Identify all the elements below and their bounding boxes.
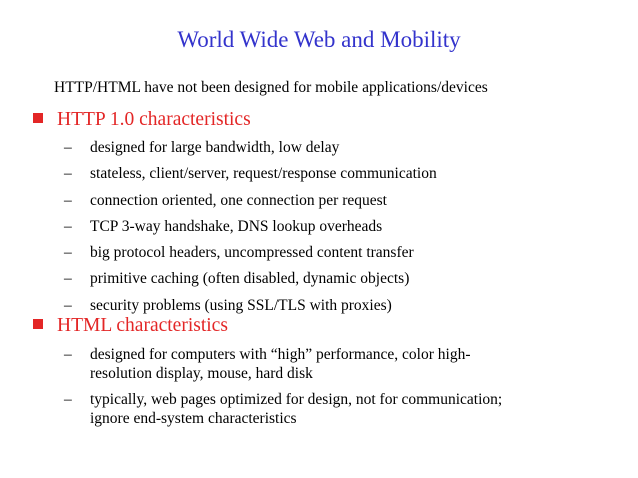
square-bullet-icon [33,113,43,123]
http-characteristics-list [64,137,437,321]
slide-title: World Wide Web and Mobility [177,27,461,52]
dash-icon: – [64,139,72,156]
section-heading-html [33,314,228,338]
list-item: – TCP 3-way handshake, DNS lookup overheads [64,217,383,235]
section-heading-label: HTTP 1.0 characteristics [57,109,251,130]
intro-text: HTTP/HTML have not been designed for mobile applications/devices [54,79,488,96]
list-item: – big protocol headers, uncompressed content transfer [64,244,414,262]
square-bullet-icon [33,319,43,329]
html-characteristics-list [64,345,503,435]
section-heading-label: HTML characteristics [57,315,228,336]
dash-icon: – [64,270,72,288]
list-item: – typically, web pages optimized for design, not for communication; ignore end-system characteristics [64,391,503,427]
dash-icon: – [64,217,72,235]
dash-icon: – [64,165,72,183]
list-item: – security problems (using SSL/TLS with proxies) [64,296,392,314]
list-item: – designed for large bandwidth, low delay [64,139,340,156]
dash-icon: – [64,244,72,262]
list-item: – stateless, client/server, request/response communication [64,165,437,183]
dash-icon: – [64,191,72,209]
section-heading-http [33,108,251,132]
list-item: – connection oriented, one connection per request [64,191,387,209]
dash-icon: – [64,346,72,363]
list-item: – designed for computers with “high” performance, color high- resolution display, mouse, hard disk [64,346,471,382]
dash-icon: – [64,296,72,314]
list-item: – primitive caching (often disabled, dynamic objects) [64,270,410,288]
dash-icon: – [64,391,72,408]
